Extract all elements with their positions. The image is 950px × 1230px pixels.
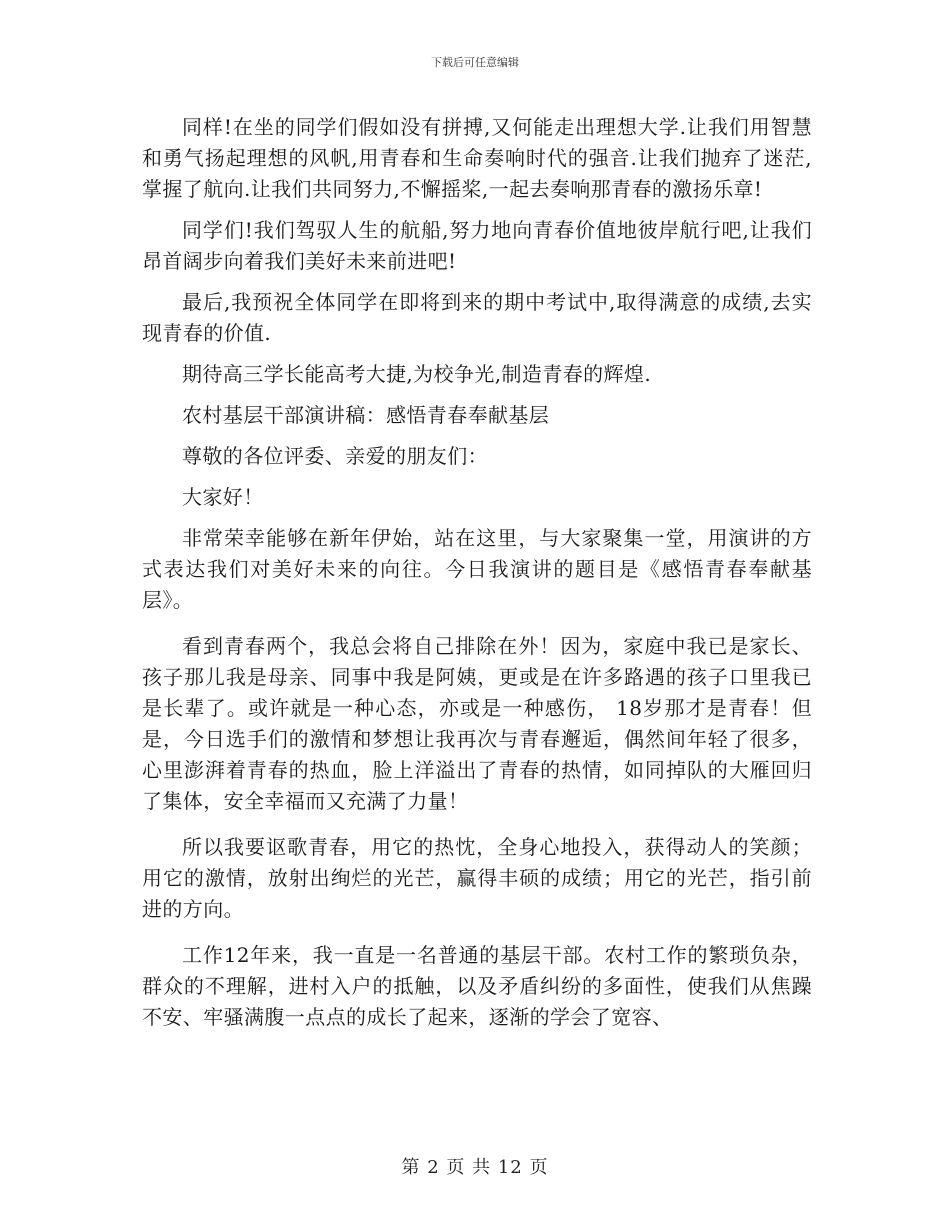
- paragraph-9: 看到青春两个，我总会将自己排除在外！因为，家庭中我已是家长、孩子那儿我是母亲、同事中我是阿姨，更或是在许多路遇的孩子口里我已是长辈了。或许就是一种心态，亦或是一种感伤， 18岁那才是青春！但是，今日选手们的激情和梦想让我再次与青春邂逅，偶然间年轻了很多，心里澎湃着青春的热血，脸上洋溢出了青春的热情，如同掉队的大雁回归了集体，安全幸福而又充满了力量！: [142, 634, 812, 813]
- paragraph-3: 最后,我预祝全体同学在即将到来的期中考试中,取得满意的成绩,去实现青春的价值.: [142, 290, 812, 345]
- salutation: 尊敬的各位评委、亲爱的朋友们：: [182, 444, 488, 468]
- paragraph-11: 工作12年来，我一直是一名普通的基层干部。农村工作的繁琐负杂，群众的不理解，进村入户的抵触，以及矛盾纠纷的多面性，使我们从焦躁不安、牢骚满腹一点点的成长了起来，逐渐的学会了宽容、: [142, 943, 812, 1029]
- document-body: [142, 112, 812, 1043]
- paragraph-8: 非常荣幸能够在新年伊始，站在这里，与大家聚集一堂，用演讲的方式表达我们对美好未来的向往。今日我演讲的题目是《感悟青春奉献基层》。: [142, 526, 812, 612]
- paragraph-1: 同样!在坐的同学们假如没有拼搏,又何能走出理想大学.让我们用智慧和勇气扬起理想的风帆,用青春和生命奏响时代的强音.让我们抛弃了迷茫,掌握了航向.让我们共同努力,不懈摇桨,一起去奏响那青春的激扬乐章!: [142, 115, 812, 201]
- page-footer: 第 2 页 共 12 页: [401, 1157, 549, 1178]
- paragraph-4: 期待高三学长能高考大捷,为校争光,制造青春的辉煌.: [182, 362, 652, 386]
- paragraph-10: 所以我要讴歌青春，用它的热忱，全身心地投入，获得动人的笑颜；用它的激情，放射出绚烂的光芒，赢得丰硕的成绩；用它的光芒，指引前进的方向。: [142, 835, 812, 921]
- page-header: 下载后可任意编辑: [431, 56, 519, 69]
- paragraph-2: 同学们!我们驾驭人生的航船,努力地向青春价值地彼岸航行吧,让我们昂首阔步向着我们美好未来前进吧!: [142, 218, 812, 273]
- speech-title: 农村基层干部演讲稿：感悟青春奉献基层: [182, 403, 550, 427]
- greeting: 大家好！: [182, 485, 264, 509]
